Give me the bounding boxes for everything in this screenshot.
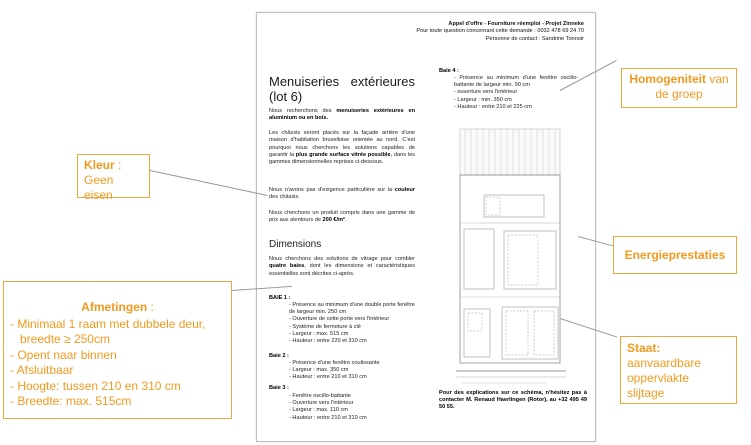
baie-1-item: - Système de fermeture à clé (289, 323, 361, 330)
afmetingen-item: - Afsluitbaar (10, 363, 74, 377)
baie-2-item: - Hauteur : entre 210 et 310 cm (289, 374, 367, 381)
facade-elevation-drawing (456, 127, 568, 389)
afmetingen-item: - Hoogte: tussen 210 en 310 cm (10, 378, 181, 393)
staat-title: Staat: (627, 341, 661, 355)
baie-1-list (289, 302, 417, 345)
afmetingen-item: - Minimaal 1 raam met dubbele deur, (10, 316, 206, 331)
window-baie-2 (504, 231, 556, 289)
afmetingen-item: - Breedte: max. 515cm (10, 394, 132, 408)
facade-outline (460, 175, 560, 363)
kleur-text: Geen eisen (84, 173, 114, 202)
baie-3-item: - Ouverture vers l'intérieur (289, 400, 354, 407)
header-phone-line: Pour toute question concernant cette demande : 0032 478 69 24 70 (416, 28, 584, 35)
baie-2-list (289, 360, 417, 382)
afmetingen-title: Afmetingen : (81, 300, 154, 314)
baie-2-item: - Largeur : max. 350 cm (289, 367, 349, 374)
header-project-line: Appel d'offre - Fourniture réemploi - Projet Zinneke (448, 21, 584, 27)
staat-callout (620, 336, 737, 404)
baie-4-item: - Largeur : min. 350 cm (454, 96, 512, 103)
afmetingen-item: breedte ≥ 250cm (10, 332, 110, 346)
afmetingen-callout (3, 281, 232, 419)
kleur-title: Kleur : (84, 158, 122, 172)
homogeniteit-callout (621, 68, 737, 108)
header-contact-line: Personne de contact : Sandrine Tonnoir (485, 35, 584, 42)
window-baie-3 (464, 229, 494, 289)
baie-3-item: - Largeur : max. 110 cm (289, 407, 348, 414)
contact-note: Pour des explications sur ce schéma, n'hésitez pas à contacter M. Renaud Haerlingen (Rotor), au +32 495 49 50 55. (439, 390, 587, 411)
intro-paragraph-price: Nous cherchons un produit compris dans une gamme de prix aux alentours de 200 €/m². (269, 210, 415, 224)
baie-4-item: - Présence au minimum d'une fenêtre oscillo-battante de largeur min. 90 cm (454, 75, 578, 89)
baie-4-list (454, 75, 578, 111)
staat-line: aanvaardbare (627, 356, 702, 370)
kleur-connector (150, 170, 268, 196)
baie-2-label: Baie 2 : (269, 353, 289, 359)
baie-1-item: - Largeur : max. 515 cm (289, 330, 349, 337)
document-title: Menuiseries extérieures (269, 74, 415, 89)
intro-paragraph-2: Les châssis seront placés sur la façade arrière d'une maison d'habitation bruxelloise orientée au nord. C'est pourquoi nous cherchons les solutions capables de garantir la plus grande surface vitrée possible, dans les gammes dimensionnelles reprises ci-dessous. (269, 130, 415, 166)
dimensions-heading: Dimensions (269, 239, 322, 250)
dimensions-paragraph: Nous cherchons des solutions de vitrage pour combler quatre baies, dont les dimensions et caractéristiques essentielles sont décrites ci-après. (269, 256, 415, 277)
intro-paragraph-color: Nous n'avons pas d'exigence particulière sur la couleur des châssis. (269, 187, 415, 201)
intro-paragraph-1: Nous recherchons des menuiseries extérieures en aluminium ou en bois. (269, 108, 415, 122)
baie-3-item: - Hauteur : entre 210 et 310 cm (289, 414, 367, 421)
document-body (256, 12, 594, 440)
baie-4-item: - ouverture vers l'intérieur (454, 89, 518, 96)
afmetingen-list (10, 317, 225, 410)
baie-3-label: Baie 3 : (269, 385, 289, 391)
window-baie-4 (484, 195, 544, 217)
staat-line: oppervlakte (627, 371, 690, 385)
homogeniteit-title: Homogeniteit (629, 72, 706, 86)
roof-hatching (460, 129, 560, 175)
baie-3-item: - Fenêtre oscillo-battante (289, 393, 351, 399)
window-baie-1 (502, 307, 558, 359)
afmetingen-item: - Opent naar binnen (10, 347, 117, 362)
baie-4-label: Baie 4 : (439, 68, 459, 74)
energie-title: Energieprestaties (624, 248, 726, 262)
homogeniteit-text: van de groep (655, 72, 729, 101)
baie-1-item: - Présence au minimum d'une double porte fenêtre de largeur min. 250 cm (289, 302, 415, 316)
kleur-callout (77, 154, 150, 202)
baie-1-item: - Hauteur : entre 220 et 310 cm (289, 338, 367, 345)
energie-callout (613, 236, 737, 274)
baie-2-item: - Présence d'une fenêtre coulissante (289, 360, 380, 366)
baie-1-item: - Ouverture de cette porte vers l'intérieur (289, 316, 390, 323)
baie-4-item: - Hauteur : entre 210 et 225 cm (454, 103, 532, 110)
baie-3-list (289, 393, 417, 422)
baie-1-label: BAIE 1 : (269, 295, 291, 301)
document-title-lot: (lot 6) (269, 89, 303, 104)
staat-line: slijtage (627, 386, 665, 400)
